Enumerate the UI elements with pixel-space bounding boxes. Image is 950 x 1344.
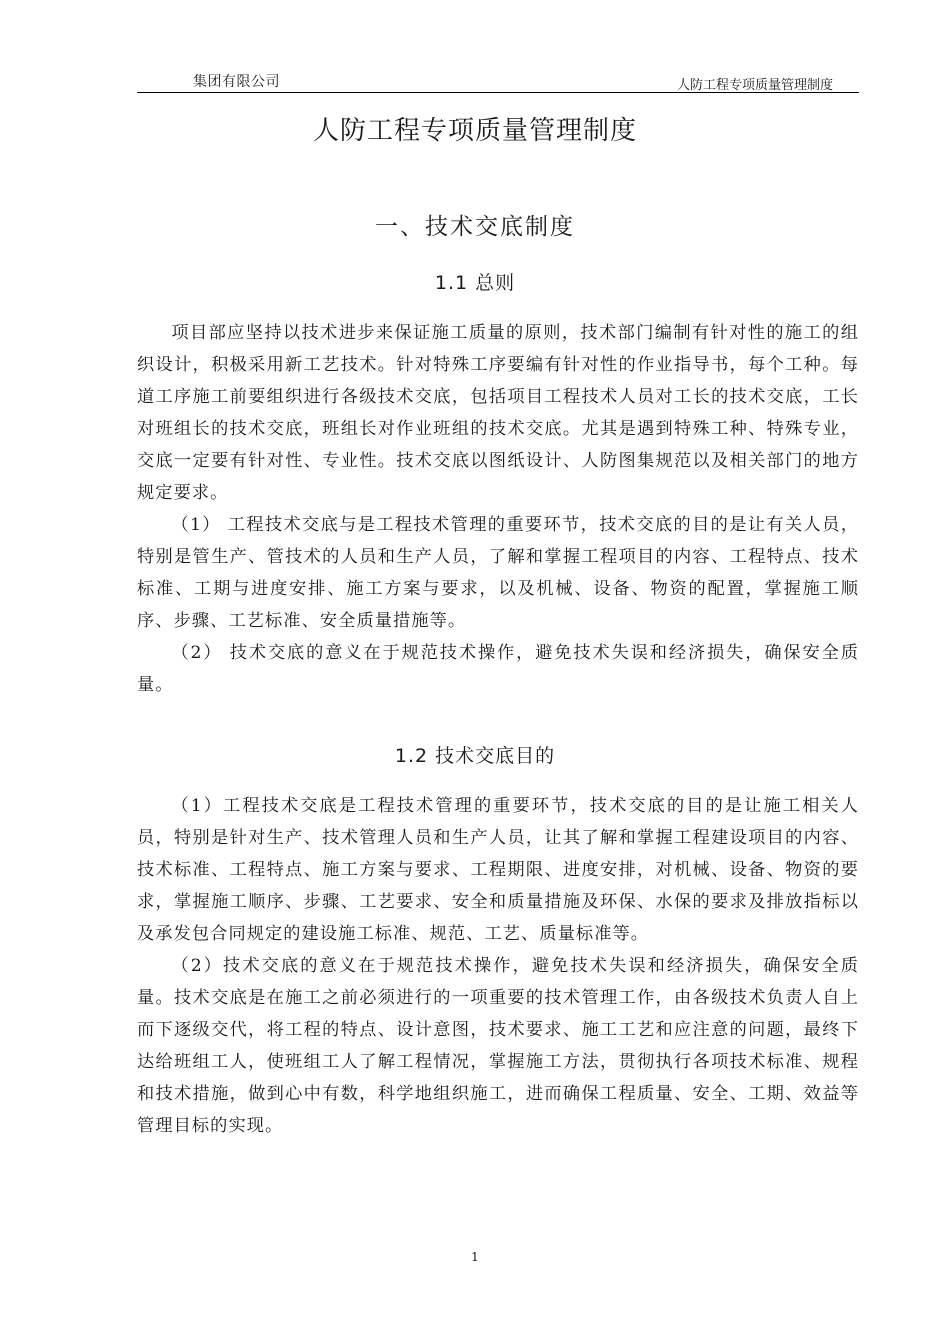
document-title: 人防工程专项质量管理制度: [312, 116, 637, 146]
paragraph: （2） 技术交底的意义在于规范技术操作，避免技术失误和经济损失，确保安全质量。: [137, 643, 859, 695]
page-header: [137, 70, 859, 93]
header-document-name: 人防工程专项质量管理制度: [676, 78, 833, 93]
general-section-body: [137, 317, 859, 701]
paragraph: 项目部应坚持以技术进步来保证施工质量的原则，技术部门编制有针对性的施工的组织设计，积极采用新工艺技术。针对特殊工序要编有针对性的作业指导书，每个工种。每道工序施工前要组织进行各级技术交底，包括项目工程技术人员对工长的技术交底，工长对班组长的技术交底，班组长对作业班组的技术交底。尤其是遇到特殊工种、特殊专业，交底一定要有针对性、专业性。技术交底以图纸设计、人防图集规范以及相关部门的地方规定要求。: [137, 323, 859, 503]
paragraph: （1）工程技术交底是工程技术管理的重要环节，技术交底的目的是让施工相关人员，特别是针对生产、技术管理人员和生产人员，让其了解和掌握工程建设项目的内容、技术标准、工程特点、施工方案与要求、工程期限、进度安排，对机械、设备、物资的要求，掌握施工顺序、步骤、工艺要求、安全和质量措施及环保、水保的要求及排放指标以及承发包合同规定的建设施工标准、规范、工艺、质量标准等。: [137, 796, 859, 944]
purpose-section-body: [137, 790, 859, 1142]
subsection-heading-purpose: 1.2 技术交底目的: [394, 745, 556, 767]
header-company-name: 集团有限公司: [193, 74, 280, 90]
section-heading: 一、技术交底制度: [375, 214, 575, 240]
page-number: 1: [471, 1250, 479, 1264]
subsection-heading-general: 1.1 总则: [434, 272, 516, 294]
paragraph: （1） 工程技术交底与是工程技术管理的重要环节，技术交底的目的是让有关人员，特别是管生产、管技术的人员和生产人员，了解和掌握工程项目的内容、工程特点、技术标准、工期与进度安排、施工方案与要求，以及机械、设备、物资的配置，掌握施工顺序、步骤、工艺标准、安全质量措施等。: [137, 515, 859, 631]
paragraph: （2）技术交底的意义在于规范技术操作，避免技术失误和经济损失，确保安全质量。技术交底是在施工之前必须进行的一项重要的技术管理工作，由各级技术负责人自上而下逐级交代，将工程的特点、设计意图，技术要求、施工工艺和应注意的问题，最终下达给班组工人，使班组工人了解工程情况，掌握施工方法，贯彻执行各项技术标准、规程和技术措施，做到心中有数，科学地组织施工，进而确保工程质量、安全、工期、效益等管理目标的实现。: [137, 956, 859, 1136]
